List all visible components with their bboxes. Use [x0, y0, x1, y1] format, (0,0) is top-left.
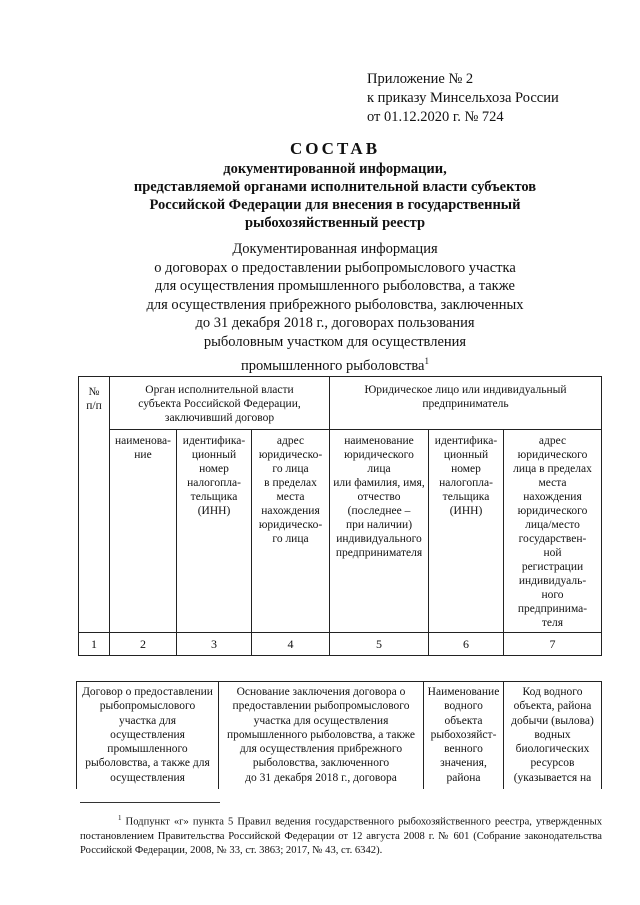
footnote-reference: 1 — [424, 355, 429, 366]
header-row-number: № п/п — [79, 377, 110, 633]
title-line-2: представляемой органами исполнительной власти субъектов — [133, 179, 537, 195]
subtitle-line-2: о договорах о предоставлении рыбопромыслового участка — [154, 259, 516, 276]
column-number-3: 3 — [177, 633, 252, 656]
header-authority-inn: идентифика- ционный номер налогопла- тельщика (ИНН) — [177, 430, 252, 633]
header-contract-basis: Основание заключения договора о предоставлении рыбопромыслового участка для осуществления промышленного рыболовства, а также для осуществления прибрежного рыболовства, заключенного до 31 декабря 2018 г., договора — [219, 682, 424, 790]
column-number-6: 6 — [429, 633, 504, 656]
continuation-header-row — [77, 682, 602, 790]
subtitle-line-5: до 31 декабря 2018 г., договорах пользования — [195, 315, 475, 332]
title-line-3: Российской Федерации для внесения в государственный — [149, 197, 521, 213]
appendix-line-2: к приказу Минсельхоза России — [367, 90, 559, 106]
table-group-header-row — [79, 377, 602, 430]
header-water-body-name: Наименование водного объекта рыбохозяйст- венного значения, района — [424, 682, 504, 790]
column-number-4: 4 — [252, 633, 330, 656]
footnote — [80, 811, 602, 858]
column-number-row — [79, 633, 602, 656]
header-entity-inn: идентифика- ционный номер налогопла- тельщика (ИНН) — [429, 430, 504, 633]
title-line-4: рыбохозяйственный реестр — [244, 215, 426, 231]
subtitle-line-4: для осуществления прибрежного рыболовства, заключенных — [146, 296, 524, 313]
header-authority-name: наименова- ние — [110, 430, 177, 633]
section-subtitle — [80, 240, 590, 375]
info-table — [78, 376, 602, 656]
appendix-line-1: Приложение № 2 — [367, 71, 474, 87]
header-entity-address: адрес юридического лица в пределах места нахождения юридического лица/место государствен- ной регистрации индивидуаль- ного предпринима- теля — [504, 430, 602, 633]
header-water-body-code: Код водного объекта, района добычи (вылова) водных биологических ресурсов (указывается на — [504, 682, 602, 790]
header-entity-name: наименование юридического лица или фамилия, имя, отчество (последнее – при наличии) индивидуального предпринимателя — [330, 430, 429, 633]
column-number-7: 7 — [504, 633, 602, 656]
table-subheader-row — [79, 430, 602, 633]
subtitle-line-7 — [80, 352, 590, 375]
document-title — [80, 138, 590, 232]
column-number-2: 2 — [110, 633, 177, 656]
footnote-text: Подпункт «г» пункта 5 Правил ведения государственного рыбохозяйственного реестра, утвержденных постановлением Правительства Российской Федерации от 12 августа 2008 г. № 601 (Собрание законодательства Российской Федерации, 2008, № 33, ст. 3863; 2017, № 43, ст. 6342). — [80, 816, 602, 856]
subtitle-line-1: Документированная информация — [232, 241, 438, 257]
header-contract: Договор о предоставлении рыбопромыслового участка для осуществления промышленного рыболовства, а также для осуществления — [77, 682, 219, 790]
header-authority-group: Орган исполнительной власти субъекта Российской Федерации, заключивший договор — [110, 377, 330, 430]
header-authority-address: адрес юридическо- го лица в пределах места нахождения юридическо- го лица — [252, 430, 330, 633]
appendix-line-3: от 01.12.2020 г. № 724 — [367, 109, 504, 125]
footnote-mark: 1 — [118, 814, 122, 822]
appendix-header — [367, 70, 559, 127]
subtitle-line-3: для осуществления промышленного рыболовства, а также — [155, 278, 515, 295]
subtitle-line-7-text: промышленного рыболовства — [240, 357, 425, 374]
footnote-divider — [80, 802, 220, 803]
continuation-table — [76, 681, 602, 789]
title-heading: СОСТАВ — [289, 139, 381, 158]
header-entity-group: Юридическое лицо или индивидуальный предприниматель — [330, 377, 602, 430]
title-line-1: документированной информации, — [223, 161, 447, 177]
subtitle-line-6: рыболовным участком для осуществления — [203, 333, 467, 350]
column-number-1: 1 — [79, 633, 110, 656]
column-number-5: 5 — [330, 633, 429, 656]
